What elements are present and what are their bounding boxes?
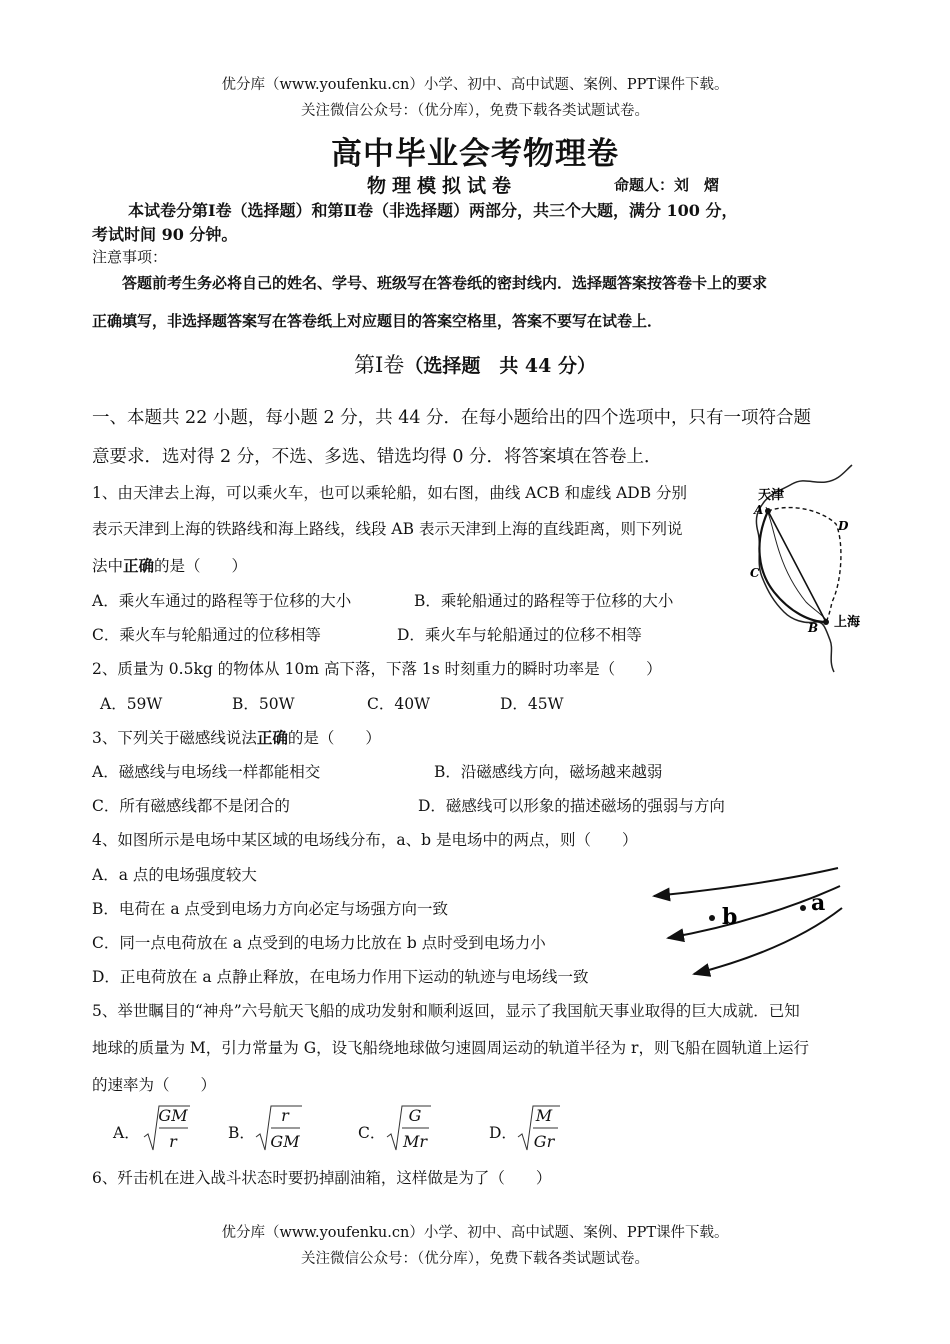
point-b xyxy=(823,619,829,625)
q2-stem: 2、质量为 0.5kg 的物体从 10m 高下落，下落 1s 时刻重力的瞬时功率是（ ） xyxy=(92,660,662,678)
q3-option-a: A．磁感线与电场线一样都能相交 xyxy=(92,763,321,781)
subtitle: 物理模拟试卷 xyxy=(367,175,518,197)
page-title: 高中毕业会考物理卷 xyxy=(331,136,619,172)
q5-option-a-label: A． xyxy=(113,1124,140,1142)
q5-option-c-numerator: G xyxy=(408,1106,422,1125)
footer-line-1: 优分库（www.youfenku.cn）小学、初中、高中试题、案例、PPT课件下载。 xyxy=(221,1225,729,1241)
field-line-3 xyxy=(694,908,842,974)
q3-keyword: 正确 xyxy=(256,728,288,747)
q3-option-c: C．所有磁感线都不是闭合的 xyxy=(92,797,290,815)
q2-option-c: C．40W xyxy=(367,695,431,713)
point-a-dot xyxy=(800,905,806,911)
q5-option-d-label: D． xyxy=(489,1124,517,1142)
part1-line-2: 意要求．选对得 2 分，不选、多选、错选均得 0 分．将答案填在答卷上． xyxy=(92,447,662,467)
header-line-1: 优分库（www.youfenku.cn）小学、初中、高中试题、案例、PPT课件下载。 xyxy=(221,77,729,93)
label-shanghai: 上海 xyxy=(834,615,861,630)
author: 命题人：刘 熠 xyxy=(614,176,720,194)
q3-stem-c: 的是（ ） xyxy=(287,729,381,747)
point-b-dot xyxy=(709,915,715,921)
sea-route-adb xyxy=(768,508,841,622)
q5-line-3: 的速率为（ ） xyxy=(92,1076,217,1094)
footer-line-2: 关注微信公众号：（优分库），免费下载各类试题试卷。 xyxy=(301,1251,649,1267)
q1-line-3 xyxy=(92,554,247,576)
q5-option-b-numerator: r xyxy=(281,1106,289,1125)
segment-ab xyxy=(768,511,826,622)
q1-line-1: 1、由天津去上海，可以乘火车，也可以乘轮船，如右图，曲线 ACB 和虚线 ADB 分别 xyxy=(92,484,688,502)
q1-option-a: A．乘火车通过的路程等于位移的大小 xyxy=(92,592,352,610)
point-b-label: b xyxy=(722,904,738,930)
q1-option-c: C．乘火车与轮船通过的位移相等 xyxy=(92,626,321,644)
q3-stem-a: 3、下列关于磁感线说法 xyxy=(92,729,257,747)
q1-line-3-c: 的是（ ） xyxy=(154,557,248,575)
point-a xyxy=(765,508,771,514)
q2-option-a: A．59W xyxy=(100,695,163,713)
label-a: A xyxy=(754,503,764,517)
q2-option-b: B．50W xyxy=(232,695,295,713)
q5-option-b-denominator: GM xyxy=(270,1132,300,1151)
q5-option-a-numerator: GM xyxy=(158,1106,188,1125)
section-suffix: （选择题 共 44 分） xyxy=(404,355,596,377)
q2-option-d: D．45W xyxy=(500,695,564,713)
q5-option-d-numerator: M xyxy=(535,1106,553,1125)
q3-option-d: D．磁感线可以形象的描述磁场的强弱与方向 xyxy=(418,797,725,815)
q5-option-c-denominator: Mr xyxy=(402,1132,428,1151)
header-line-2: 关注微信公众号：（优分库），免费下载各类试题试卷。 xyxy=(301,103,649,119)
electric-field-figure xyxy=(646,862,846,984)
q5-option-d-denominator: Gr xyxy=(533,1132,555,1151)
point-a-label: a xyxy=(811,890,826,916)
q5-option-c-label: C． xyxy=(358,1124,386,1142)
q1-option-b: B．乘轮船通过的路程等于位移的大小 xyxy=(414,592,674,610)
notice-label: 注意事项： xyxy=(92,248,168,266)
q4-stem: 4、如图所示是电场中某区域的电场线分布，a、b 是电场中的两点，则（ ） xyxy=(92,831,638,849)
route-map-figure xyxy=(744,462,870,680)
q4-option-d: D．正电荷放在 a 点静止释放，在电场力作用下运动的轨迹与电场线一致 xyxy=(92,968,589,986)
q4-option-a: A．a 点的电场强度较大 xyxy=(92,866,257,884)
q5-line-2: 地球的质量为 M，引力常量为 G，设飞船绕地球做匀速圆周运动的轨道半径为 r，则飞船在圆轨道上运行 xyxy=(92,1039,809,1057)
label-tianjin: 天津 xyxy=(758,488,785,503)
section-heading xyxy=(0,349,950,379)
label-b: B xyxy=(808,621,819,635)
label-c: C xyxy=(750,566,760,580)
label-d: D xyxy=(838,519,849,533)
part1-line-1: 一、本题共 22 小题，每小题 2 分，共 44 分．在每小题给出的四个选项中，只有一项符合题 xyxy=(92,408,812,428)
q5-option-b-label: B． xyxy=(228,1124,255,1142)
notice-line-2: 正确填写，非选择题答案写在答卷纸上对应题目的答案空格里，答案不要写在试卷上． xyxy=(92,312,663,330)
q3-option-b: B．沿磁感线方向，磁场越来越弱 xyxy=(434,763,663,781)
q5-option-a-denominator: r xyxy=(169,1132,177,1151)
q5-line-1: 5、举世瞩目的“神舟”六号航天飞船的成功发射和顺利返回，显示了我国航天事业取得的巨大成就．已知 xyxy=(92,1002,800,1020)
railway-curve-acb xyxy=(759,511,826,622)
q1-line-2: 表示天津到上海的铁路线和海上路线，线段 AB 表示天津到上海的直线距离，则下列说 xyxy=(92,520,683,538)
notice-line-1: 答题前考生务必将自己的姓名、学号、班级写在答卷纸的密封线内．选择题答案按答卷卡上的要求 xyxy=(122,274,768,292)
q1-keyword: 正确 xyxy=(123,556,155,575)
q4-option-b: B．电荷在 a 点受到电场力方向必定与场强方向一致 xyxy=(92,900,448,918)
intro-line-2: 考试时间 90 分钟。 xyxy=(92,225,238,244)
intro-line-1: 本试卷分第Ⅰ卷（选择题）和第Ⅱ卷（非选择题）两部分，共三个大题，满分 100 分， xyxy=(128,201,738,220)
q4-option-c: C．同一点电荷放在 a 点受到的电场力比放在 b 点时受到电场力小 xyxy=(92,934,546,952)
q1-line-3-a: 法中 xyxy=(92,557,124,575)
q1-option-d: D．乘火车与轮船通过的位移不相等 xyxy=(397,626,642,644)
q6-stem: 6、歼击机在进入战斗状态时要扔掉副油箱，这样做是为了（ ） xyxy=(92,1169,552,1187)
q3-stem xyxy=(92,726,381,748)
section-prefix: 第Ⅰ卷 xyxy=(354,353,405,377)
